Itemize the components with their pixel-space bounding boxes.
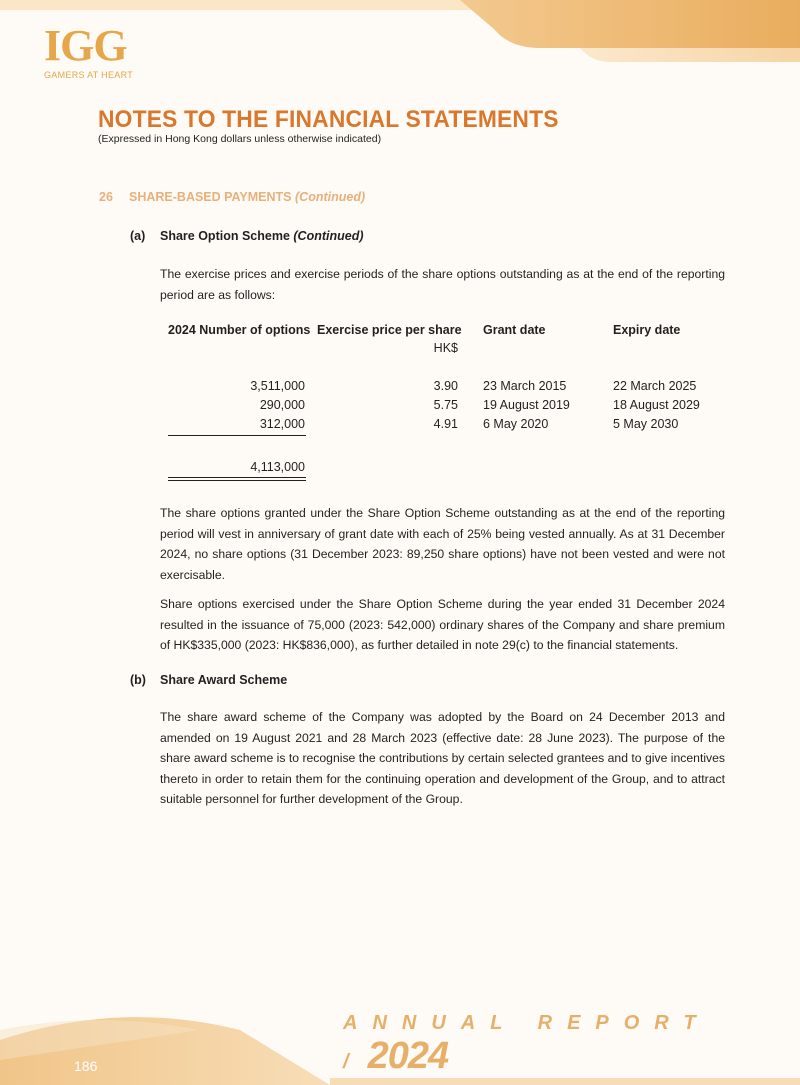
page-subtitle: (Expressed in Hong Kong dollars unless otherwise indicated) — [98, 133, 382, 145]
annual-report-label — [343, 1012, 800, 1078]
award-scheme-paragraph: The share award scheme of the Company was adopted by the Board on 24 December 2013 and amended on 19 August 2021 and 28 March 2023 (effective date: 28 June 2023). The purpose of the share award scheme is to recognise the contributions by certain selected grantees and to give incentives thereto in order to retain them for the continuing operation and development of the Group, and to attract suitable personnel for further development of the Group. — [160, 710, 725, 806]
table-divider — [168, 435, 306, 436]
table-cell: 23 March 2015 — [483, 379, 567, 393]
report-year: 2024 — [367, 1035, 449, 1077]
exercise-paragraph: Share options exercised under the Share Option Scheme during the year ended 31 December 2024 resulted in the issuance of 75,000 (2023: 542,000) ordinary shares of the Company and share premium of HK$335,000 (2023: HK$836,000), as further detailed in note 29(c) to the financial statements. — [160, 597, 725, 652]
col-unit: HK$ — [433, 341, 458, 355]
subsection-b-title: Share Award Scheme — [160, 673, 288, 687]
table-cell: 4.91 — [433, 417, 458, 431]
section-title: SHARE-BASED PAYMENTS — [129, 190, 292, 204]
table-cell: 5 May 2030 — [613, 417, 679, 431]
section-heading — [99, 190, 365, 204]
table-total: 4,113,000 — [250, 460, 305, 474]
col-header-number: 2024 Number of options — [168, 323, 311, 337]
col-header-price: Exercise price per share — [317, 323, 462, 337]
table-cell: 22 March 2025 — [613, 379, 697, 393]
section-continued: (Continued) — [295, 190, 366, 204]
table-cell: 5.75 — [433, 398, 458, 412]
page-title: NOTES TO THE FINANCIAL STATEMENTS — [98, 106, 559, 133]
section-number: 26 — [99, 190, 113, 204]
vesting-paragraph: The share options granted under the Share Option Scheme outstanding as at the end of the reporting period will vest in anniversary of grant date with each of 25% being vested annually. As at 31 December 2024, no share options (31 December 2023: 89,250 share options) have not been vested and were not exercisable. — [160, 506, 725, 582]
igg-logo — [44, 21, 144, 80]
table-cell: 19 August 2019 — [483, 398, 570, 412]
total-rule-lower — [168, 480, 306, 481]
subsection-b-letter: (b) — [130, 673, 146, 687]
page-number: 186 — [74, 1058, 98, 1074]
table-cell: 312,000 — [259, 417, 305, 431]
report-words: ANNUAL REPORT / — [343, 1012, 711, 1073]
table-cell: 290,000 — [259, 398, 305, 412]
subsection-b-heading — [130, 673, 287, 687]
subsection-a-title: Share Option Scheme — [160, 229, 290, 243]
subsection-a-heading — [130, 229, 364, 243]
subsection-a-letter: (a) — [130, 229, 146, 243]
total-rule-upper — [168, 477, 306, 478]
table-cell: 6 May 2020 — [483, 417, 549, 431]
col-header-grant: Grant date — [483, 323, 546, 337]
table-cell: 18 August 2029 — [613, 398, 700, 412]
table-cell: 3,511,000 — [250, 379, 305, 393]
logo-mark: IGG — [44, 21, 127, 70]
col-header-expiry: Expiry date — [613, 323, 681, 337]
intro-paragraph: The exercise prices and exercise periods of the share options outstanding as at the end of the reporting period are as follows: — [160, 267, 725, 302]
subsection-a-continued: (Continued) — [293, 229, 364, 243]
table-cell: 3.90 — [433, 379, 458, 393]
logo-tagline: GAMERS AT HEART — [44, 70, 134, 80]
